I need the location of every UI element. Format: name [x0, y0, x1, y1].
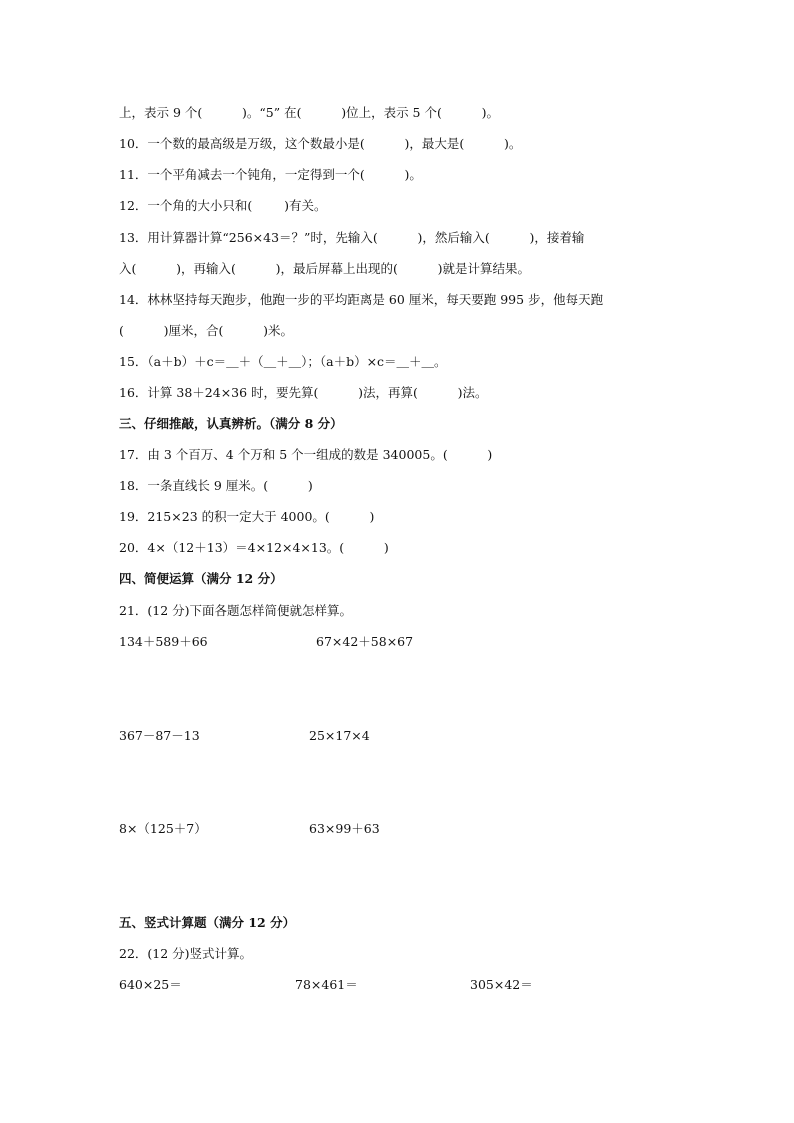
q22-problem-1: 640×25＝	[119, 977, 182, 992]
q21-problem-4: 25×17×4	[309, 728, 370, 743]
question-13-cont: 入( )，再输入( )，最后屏幕上出现的( )就是计算结果。	[119, 261, 530, 276]
q21-problem-2: 67×42＋58×67	[316, 634, 414, 649]
q21-problem-5: 8×（125＋7）	[119, 821, 207, 836]
q21-problem-3: 367－87－13	[119, 728, 200, 743]
section-4-heading: 四、简便运算（满分 12 分）	[119, 571, 283, 586]
question-17: 17．由 3 个百万、4 个万和 5 个一组成的数是 340005。( )	[119, 447, 493, 462]
q22-problem-2: 78×461＝	[295, 977, 358, 992]
line-q9-cont: 上，表示 9 个( )。“5” 在( )位上，表示 5 个( )。	[119, 105, 499, 120]
question-10: 10．一个数的最高级是万级，这个数最小是( )，最大是( )。	[119, 136, 522, 151]
question-19: 19．215×23 的积一定大于 4000。( )	[119, 509, 375, 524]
section-3-heading: 三、仔细推敲，认真辨析。（满分 8 分）	[119, 416, 343, 431]
q21-problem-6: 63×99＋63	[309, 821, 380, 836]
question-13: 13．用计算器计算“256×43＝？”时，先输入( )，然后输入( )，接着输	[119, 230, 585, 245]
question-20: 20．4×（12＋13）＝4×12×4×13。( )	[119, 540, 389, 555]
question-12: 12．一个角的大小只和( )有关。	[119, 198, 327, 213]
question-11: 11．一个平角减去一个钝角，一定得到一个( )。	[119, 167, 422, 182]
question-21: 21．(12 分)下面各题怎样简便就怎样算。	[119, 603, 353, 618]
question-22: 22．(12 分)竖式计算。	[119, 946, 253, 961]
question-14-cont: ( )厘米，合( )米。	[119, 323, 293, 338]
q21-problem-1: 134＋589＋66	[119, 634, 208, 649]
q22-problem-3: 305×42＝	[470, 977, 533, 992]
section-5-heading: 五、竖式计算题（满分 12 分）	[119, 915, 296, 930]
question-16: 16．计算 38＋24×36 时，要先算( )法，再算( )法。	[119, 385, 488, 400]
question-18: 18．一条直线长 9 厘米。( )	[119, 478, 313, 493]
question-15: 15．（a＋b）＋c＝＿＋（＿＋＿）；（a＋b）×c＝＿＋＿。	[119, 354, 447, 369]
question-14: 14．林林坚持每天跑步，他跑一步的平均距离是 60 厘米，每天要跑 995 步，他每天跑	[119, 292, 604, 307]
